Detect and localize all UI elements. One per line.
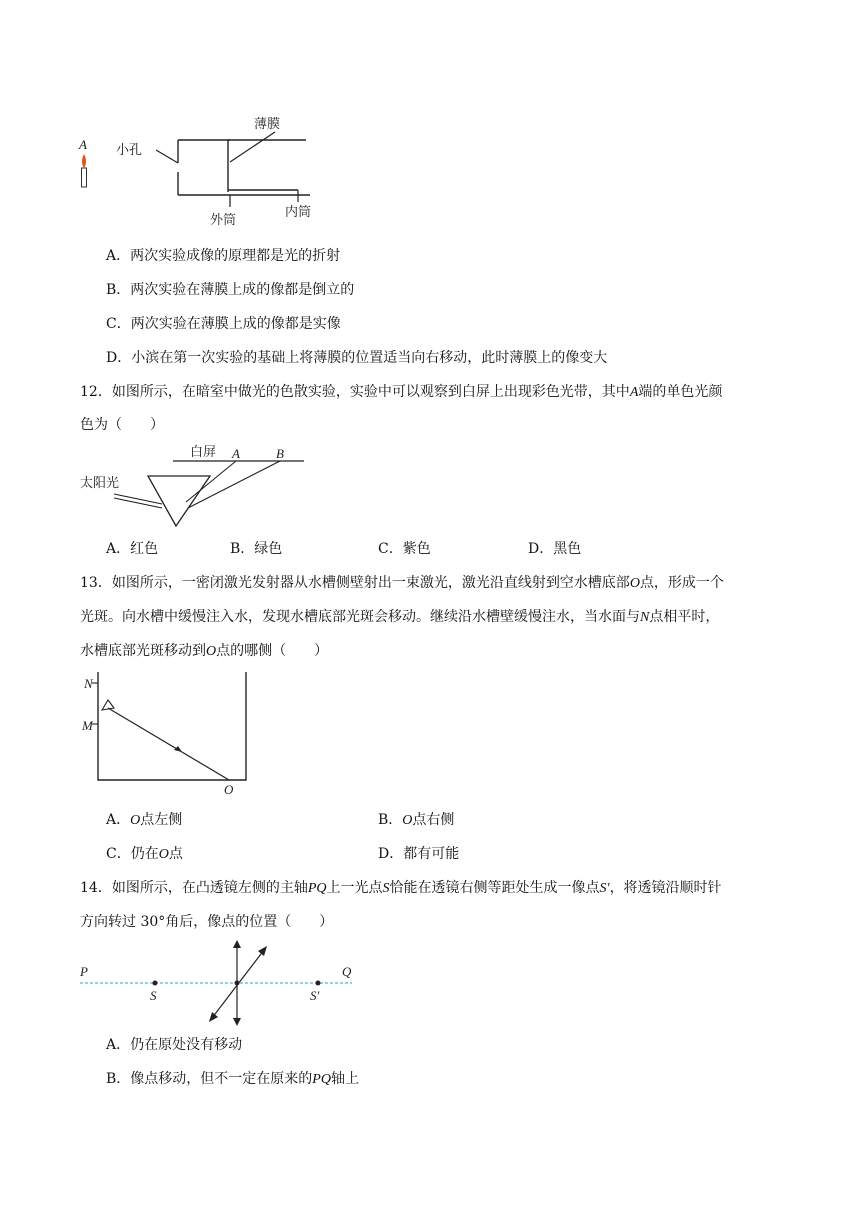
laser-beam	[108, 708, 229, 780]
q13-stem-line1: 13．如图所示，一密闭激光发射器从水槽侧壁射出一束激光，激光沿直线射到空水槽底部O点，形成一个	[80, 575, 724, 591]
q11-option-a[interactable]: A．两次实验成像的原理都是光的折射	[106, 248, 341, 264]
point-q-label: Q	[342, 964, 352, 979]
q13-option-b[interactable]: B．O点右侧	[378, 812, 455, 828]
point-s-dot	[153, 981, 158, 986]
q13-option-d[interactable]: D．都有可能	[378, 846, 460, 862]
point-b-label: B	[276, 446, 284, 461]
q14-option-a[interactable]: A．仍在原处没有移动	[106, 1037, 243, 1053]
q14-stem-line1: 14．如图所示，在凸透镜左侧的主轴PQ上一光点S恰能在透镜右侧等距处生成一像点S′，将透镜沿顺时针	[80, 880, 722, 896]
q11-option-c[interactable]: C．两次实验在薄膜上成的像都是实像	[106, 316, 341, 332]
hole-label: 小孔	[116, 143, 143, 158]
pinhole-camera-figure	[70, 110, 340, 235]
point-o-label: O	[224, 782, 234, 797]
q12-stem-line1: 12．如图所示，在暗室中做光的色散实验，实验中可以观察到白屏上出现彩色光带，其中A端的单色光颜	[80, 384, 723, 400]
film-label: 薄膜	[254, 117, 281, 132]
screen-label: 白屏	[190, 445, 217, 460]
q12-option-b[interactable]: B．绿色	[230, 541, 283, 557]
q13-option-c[interactable]: C．仍在O点	[106, 846, 183, 862]
q13-stem-line2: 光斑。向水槽中缓慢注入水，发现水槽底部光斑会移动。继续沿水槽壁缓慢注水，当水面与N点相平时，	[80, 609, 720, 625]
prism-dispersion-figure	[78, 440, 318, 532]
q14-option-b[interactable]: B．像点移动，但不一定在原来的PQ轴上	[106, 1071, 359, 1087]
q12-option-a[interactable]: A．红色	[106, 541, 159, 557]
q12-option-c[interactable]: C．紫色	[378, 541, 431, 557]
tank-walls	[98, 672, 246, 780]
candle-label: A	[79, 137, 87, 152]
candle-icon	[82, 154, 87, 187]
q12-option-d[interactable]: D．黑色	[528, 541, 582, 557]
q13-stem-line3: 水槽底部光斑移动到O点的哪侧（ ）	[80, 643, 329, 659]
point-p-label: P	[80, 964, 88, 979]
q11-option-d[interactable]: D．小滨在第一次实验的基础上将薄膜的位置适当向右移动，此时薄膜上的像变大	[106, 350, 608, 366]
convex-lens-figure	[78, 938, 368, 1018]
q11-option-b[interactable]: B．两次实验在薄膜上成的像都是倒立的	[106, 282, 355, 298]
beam-arrow-icon	[174, 746, 182, 752]
lens-center-dot	[235, 981, 240, 986]
inner-label: 内筒	[285, 205, 312, 220]
q12-stem-line2: 色为（ ）	[80, 417, 164, 433]
point-m-label: M	[82, 718, 93, 733]
q13-option-a[interactable]: A．O点左侧	[106, 812, 183, 828]
point-s-label: S	[150, 988, 157, 1003]
point-n-label: N	[84, 676, 93, 691]
q14-stem-line2: 方向转过 30°角后，像点的位置（ ）	[80, 914, 334, 930]
outer-label: 外筒	[210, 213, 237, 228]
point-s-prime-dot	[316, 981, 321, 986]
point-s-prime-label: S′	[310, 988, 320, 1003]
point-a-label: A	[232, 446, 240, 461]
sunlight-label: 太阳光	[80, 476, 120, 491]
water-tank-figure	[78, 668, 258, 800]
